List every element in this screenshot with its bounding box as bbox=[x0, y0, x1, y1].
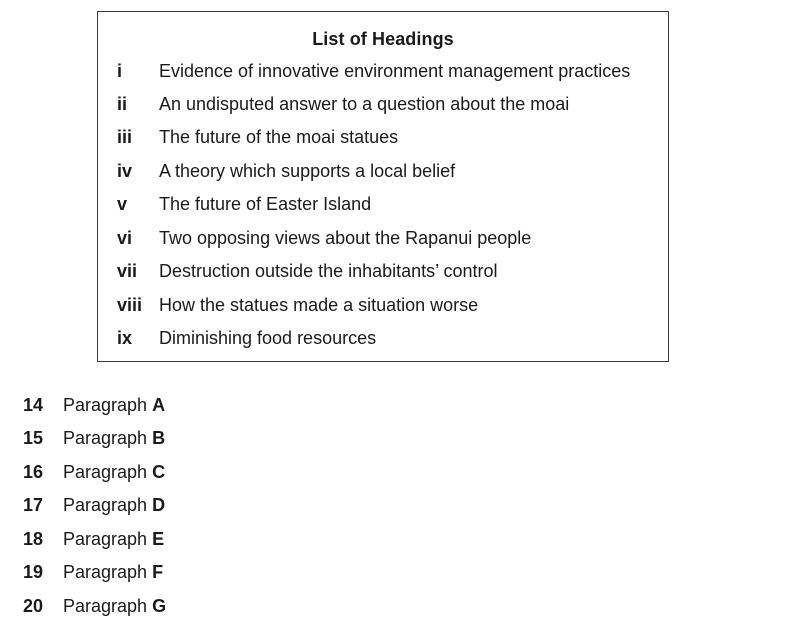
question-number: 20 bbox=[23, 596, 44, 616]
question-item-15 bbox=[0, 426, 300, 450]
question-item-14 bbox=[0, 393, 300, 417]
heading-text: How the statues made a situation worse bbox=[159, 295, 479, 315]
paragraph-word: Paragraph bbox=[63, 462, 148, 482]
paragraph-word: Paragraph bbox=[63, 428, 148, 448]
question-item-19 bbox=[0, 560, 300, 584]
list-of-headings-box bbox=[97, 11, 669, 362]
question-label bbox=[63, 527, 164, 551]
paragraph-word: Paragraph bbox=[63, 562, 148, 582]
heading-item-ix bbox=[98, 326, 668, 350]
paragraph-letter: B bbox=[152, 428, 166, 448]
heading-numeral: vi bbox=[117, 228, 133, 248]
heading-item-vii bbox=[98, 259, 668, 283]
paragraph-word: Paragraph bbox=[63, 395, 148, 415]
heading-text: Diminishing food resources bbox=[159, 328, 377, 348]
heading-text: Evidence of innovative environment management practices bbox=[159, 61, 631, 81]
question-label bbox=[63, 594, 166, 618]
paragraph-word: Paragraph bbox=[63, 495, 148, 515]
question-label bbox=[63, 493, 165, 517]
question-label bbox=[63, 460, 165, 484]
heading-item-i bbox=[98, 59, 668, 83]
heading-text: An undisputed answer to a question about the moai bbox=[159, 94, 570, 114]
heading-text: Two opposing views about the Rapanui people bbox=[159, 228, 532, 248]
headings-list bbox=[98, 12, 668, 361]
heading-text: The future of the moai statues bbox=[159, 127, 399, 147]
question-label bbox=[63, 560, 163, 584]
heading-numeral: viii bbox=[117, 295, 143, 315]
heading-text: The future of Easter Island bbox=[159, 194, 372, 214]
heading-numeral: ix bbox=[117, 328, 133, 348]
question-number: 19 bbox=[23, 562, 44, 582]
paragraph-letter: F bbox=[152, 562, 164, 582]
question-item-18 bbox=[0, 527, 300, 551]
heading-item-iv bbox=[98, 159, 668, 183]
question-item-20 bbox=[0, 594, 300, 618]
heading-numeral: ii bbox=[117, 94, 128, 114]
headings-title: List of Headings bbox=[312, 29, 454, 49]
question-label bbox=[63, 426, 165, 450]
heading-item-ii bbox=[98, 92, 668, 116]
heading-numeral: v bbox=[117, 194, 128, 214]
paragraph-letter: C bbox=[152, 462, 166, 482]
heading-numeral: vii bbox=[117, 261, 138, 281]
heading-item-vi bbox=[98, 226, 668, 250]
question-number: 15 bbox=[23, 428, 44, 448]
paragraph-word: Paragraph bbox=[63, 529, 148, 549]
question-number: 14 bbox=[23, 395, 44, 415]
heading-numeral: iv bbox=[117, 161, 133, 181]
question-number: 16 bbox=[23, 462, 44, 482]
heading-item-viii bbox=[98, 293, 668, 317]
paragraph-letter: E bbox=[152, 529, 165, 549]
question-number: 17 bbox=[23, 495, 44, 515]
paragraph-word: Paragraph bbox=[63, 596, 148, 616]
paragraph-letter: D bbox=[152, 495, 166, 515]
heading-text: A theory which supports a local belief bbox=[159, 161, 456, 181]
question-number: 18 bbox=[23, 529, 44, 549]
heading-text: Destruction outside the inhabitants’ control bbox=[159, 261, 498, 281]
heading-item-iii bbox=[98, 125, 668, 149]
question-item-17 bbox=[0, 493, 300, 517]
question-label bbox=[63, 393, 165, 417]
heading-numeral: iii bbox=[117, 127, 133, 147]
heading-numeral: i bbox=[117, 61, 123, 81]
heading-item-v bbox=[98, 192, 668, 216]
question-item-16 bbox=[0, 460, 300, 484]
paragraph-letter: A bbox=[152, 395, 166, 415]
paragraph-letter: G bbox=[152, 596, 167, 616]
